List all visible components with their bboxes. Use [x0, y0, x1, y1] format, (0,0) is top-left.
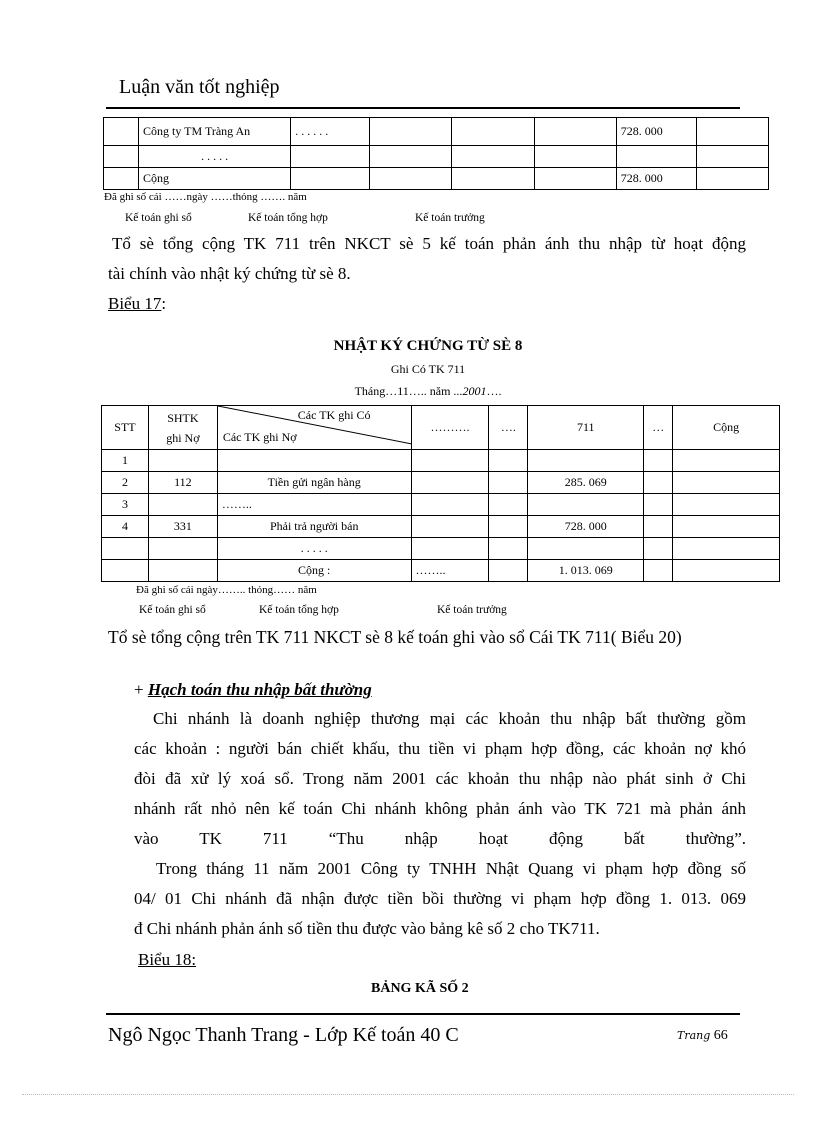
journal-sign-general: Kế toán tổng hợp — [259, 604, 339, 616]
page-number: Trang 66 — [677, 1028, 728, 1043]
col-4: ………. — [411, 406, 489, 450]
table-row — [104, 146, 769, 168]
para4-line1: Trong tháng 11 năm 2001 Công ty TNHH Nhật Quang vi phạm hợp đồng số — [156, 859, 746, 878]
table-row: 1 — [102, 450, 780, 472]
table-row — [104, 118, 769, 146]
para1-line1: Tổ sè tổng cộng TK 711 trên NKCT sè 5 kế toán phản ánh thu nhập từ hoạt động — [112, 234, 746, 253]
col-shtk: SHTK ghi Nợ — [148, 406, 217, 450]
footer-rule — [106, 1013, 740, 1015]
top-sign-accountant: Kế toán ghi sổ — [125, 212, 192, 224]
header-rule — [106, 107, 740, 109]
col-total: Cộng — [673, 406, 780, 450]
table-cell: Công ty TM Tràng An — [139, 118, 291, 146]
journal-title: NHẬT KÝ CHỨNG TỪ SÈ 8 — [333, 338, 523, 354]
top-table — [103, 117, 769, 190]
top-sign-general: Kế toán tổng hợp — [248, 212, 328, 224]
table-row — [104, 168, 769, 190]
journal-table — [101, 405, 780, 582]
bang-ke-title: BẢNG KÃ SỐ 2 — [371, 981, 469, 996]
para3-line2: các khoản : người bán chiết khấu, thu tiền vi phạm hợp đồng, các khoản nợ khó — [134, 739, 746, 758]
journal-subtitle: Ghi Có TK 711 — [390, 362, 466, 376]
journal-sign-chief: Kế toán trưởng — [437, 604, 507, 616]
col-stt: STT — [102, 406, 149, 450]
bieu18-label: Biểu 18: — [138, 950, 197, 969]
para3-line3: đòi đã xử lý xoá sổ. Trong năm 2001 các khoản thu nhập nào phát sinh ở Chi — [134, 769, 746, 788]
top-date-line: Đã ghi sổ cái ……ngày ……thỏng ……. năm — [104, 191, 307, 203]
footer-author: Ngô Ngọc Thanh Trang - Lớp Kế toán 40 C — [108, 1024, 459, 1046]
para3-line5: vào TK 711 “Thu nhập hoạt động bất thường”. — [134, 829, 746, 848]
col-diagonal: Các TK ghi Có Các TK ghi Nợ — [217, 406, 411, 450]
table-cell: Cộng — [139, 168, 291, 190]
table-cell: . . . . . — [139, 146, 291, 168]
table-row: 3 …….. — [102, 494, 780, 516]
journal-date-line: Đã ghi sổ cái ngày…….. thỏng…… năm — [136, 584, 317, 596]
journal-period: Tháng…11….. năm ...2001…. — [354, 384, 502, 398]
table-row: Cộng : …….. 1. 013. 069 — [102, 560, 780, 582]
para3-line4: nhánh rất nhỏ nên kế toán Chi nhánh không phản ánh vào TK 721 mà phản ánh — [134, 799, 746, 818]
para3-line1: Chi nhánh là doanh nghiệp thương mại các khoản thu nhập bất thường gồm — [153, 709, 746, 728]
para1-line2: tài chính vào nhật ký chứng từ sè 8. — [108, 264, 351, 283]
table-row: . . . . . — [102, 538, 780, 560]
table-cell: 728. 000 — [616, 118, 696, 146]
journal-sign-accountant: Kế toán ghi sổ — [139, 604, 206, 616]
top-sign-chief: Kế toán trưởng — [415, 212, 485, 224]
table-cell: 728. 000 — [616, 168, 696, 190]
para2: Tổ sè tổng cộng trên TK 711 NKCT sè 8 kế toán ghi vào sổ Cái TK 711( Biểu 20) — [108, 627, 682, 647]
col-711: 711 — [528, 406, 644, 450]
table-row: 4 331 Phải trả người bán 728. 000 — [102, 516, 780, 538]
journal-header-row — [102, 406, 780, 450]
col-5: …. — [489, 406, 528, 450]
col-7: … — [644, 406, 673, 450]
section-heading: + Hạch toán thu nhập bất thường — [134, 680, 372, 699]
table-row: 2 112 Tiền gửi ngân hàng 285. 069 — [102, 472, 780, 494]
page-bottom-edge — [22, 1094, 794, 1095]
para4-line3: đ Chi nhánh phản ánh số tiền thu được vào bảng kê số 2 cho TK711. — [134, 919, 600, 938]
table-cell: . . . . . . — [291, 118, 370, 146]
para4-line2: 04/ 01 Chi nhánh đã nhận được tiền bồi thường vi phạm hợp đồng 1. 013. 069 — [134, 889, 746, 908]
bieu17-label: Biểu 17: — [108, 294, 167, 313]
header-title: Luận văn tốt nghiệp — [119, 76, 280, 98]
